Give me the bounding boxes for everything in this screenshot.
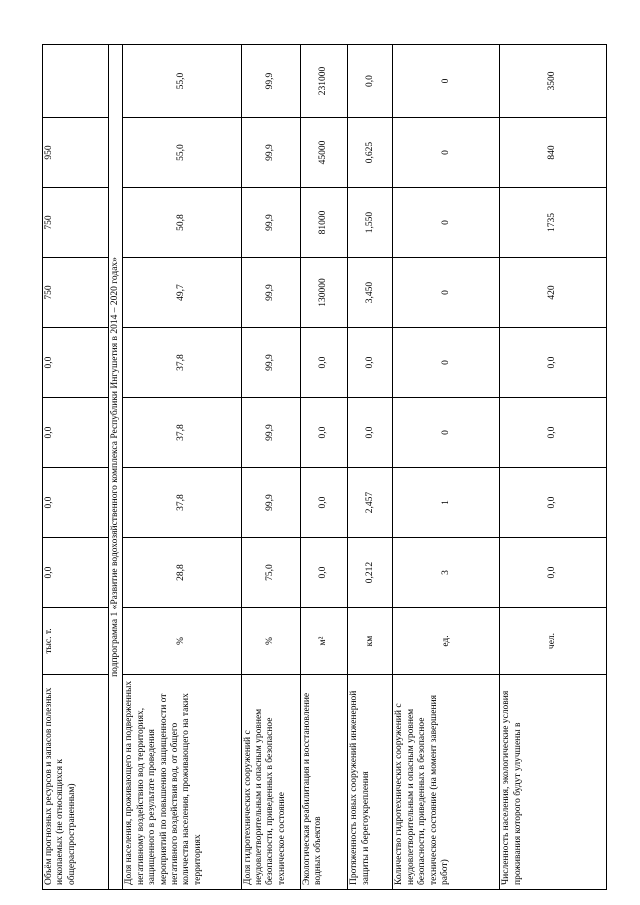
cell-value: 49,7 <box>123 258 241 328</box>
cell-value: 99,9 <box>241 118 301 188</box>
cell-value: 0,0 <box>43 538 109 608</box>
cell-value: 1,550 <box>348 188 393 258</box>
row-name: Доля гидротехнических сооружений с неудовлетворительным и опасным уровнем безопасности, приведенных в безопасное техническое состояние <box>241 675 301 890</box>
table-row-header <box>43 45 109 890</box>
cell-value: 130000 <box>301 258 348 328</box>
cell-value: 55,0 <box>123 118 241 188</box>
rotated-table-wrapper <box>42 45 607 890</box>
cell-value: 0 <box>393 188 500 258</box>
row-name: Количество гидротехнических сооружений с неудовлетворительным и опасным уровнем безопасности, приведенных в безопасное техническое состояние (на момент завершения работ) <box>393 675 500 890</box>
cell-value: 750 <box>43 188 109 258</box>
cell-value: 99,9 <box>241 468 301 538</box>
cell-value: 0,0 <box>43 468 109 538</box>
cell-value: 0,0 <box>301 468 348 538</box>
cell-value: 99,9 <box>241 188 301 258</box>
subprogram-row <box>108 45 123 890</box>
row-name: Объём прогнозных ресурсов и запасов полезных ископаемых (не относящихся к общераспространенным) <box>43 675 109 890</box>
cell-value: 3 <box>393 538 500 608</box>
cell-value: 0,0 <box>500 398 607 468</box>
row-unit: ед. <box>393 608 500 675</box>
cell-value: 75,0 <box>241 538 301 608</box>
table-row <box>348 45 393 890</box>
cell-value: 0 <box>393 328 500 398</box>
cell-value: 1 <box>393 468 500 538</box>
cell-value: 750 <box>43 258 109 328</box>
row-name: Экологическая реабилитация и восстановление водных объектов <box>301 675 348 890</box>
cell-value: 0,0 <box>43 398 109 468</box>
cell-value: 0,625 <box>348 118 393 188</box>
cell-value: 81000 <box>301 188 348 258</box>
cell-value: 37,8 <box>123 398 241 468</box>
cell-value: 0,0 <box>301 398 348 468</box>
row-unit: чел. <box>500 608 607 675</box>
indicators-table <box>42 44 607 890</box>
row-unit: % <box>123 608 241 675</box>
table-row <box>393 45 500 890</box>
cell-value: 0,0 <box>348 45 393 118</box>
cell-value: 950 <box>43 118 109 188</box>
cell-value <box>43 45 109 118</box>
cell-value: 3500 <box>500 45 607 118</box>
row-name: Протяженность новых сооружений инженерной защиты и берегоукрепления <box>348 675 393 890</box>
table-row <box>241 45 301 890</box>
cell-value: 0 <box>393 45 500 118</box>
row-unit: тыс. т. <box>43 608 109 675</box>
table-row <box>123 45 241 890</box>
cell-value: 420 <box>500 258 607 328</box>
cell-value: 99,9 <box>241 45 301 118</box>
cell-value: 0,0 <box>500 538 607 608</box>
cell-value: 3,450 <box>348 258 393 328</box>
cell-value: 0,0 <box>43 328 109 398</box>
subprogram-title: подпрограмма 1 «Развитие водохозяйственного комплекса Республики Ингушетия в 2014 – 2020 годах» <box>108 45 123 890</box>
cell-value: 0 <box>393 398 500 468</box>
row-unit: км <box>348 608 393 675</box>
row-name: Численность населения, экологические условия проживания которого будут улучшены в <box>500 675 607 890</box>
cell-value: 99,9 <box>241 258 301 328</box>
cell-value: 0,0 <box>301 328 348 398</box>
cell-value: 37,8 <box>123 468 241 538</box>
table-row <box>500 45 607 890</box>
cell-value: 1735 <box>500 188 607 258</box>
cell-value: 0,0 <box>500 468 607 538</box>
cell-value: 28,8 <box>123 538 241 608</box>
row-unit: % <box>241 608 301 675</box>
cell-value: 99,9 <box>241 328 301 398</box>
row-unit: м² <box>301 608 348 675</box>
cell-value: 45000 <box>301 118 348 188</box>
cell-value: 55,0 <box>123 45 241 118</box>
cell-value: 0,0 <box>500 328 607 398</box>
cell-value: 99,9 <box>241 398 301 468</box>
cell-value: 50,8 <box>123 188 241 258</box>
cell-value: 231000 <box>301 45 348 118</box>
cell-value: 0 <box>393 258 500 328</box>
table-row <box>301 45 348 890</box>
cell-value: 0,212 <box>348 538 393 608</box>
row-name: Доля населения, проживающего на подверженных негативному воздействию вод территориях, защищенного в результате проведения мероприятий по повышению защищенности от негативного воздействия вод, от общего количества населения, проживающего на таких территориях <box>123 675 241 890</box>
cell-value: 0 <box>393 118 500 188</box>
cell-value: 2,457 <box>348 468 393 538</box>
cell-value: 840 <box>500 118 607 188</box>
cell-value: 0,0 <box>348 398 393 468</box>
cell-value: 0,0 <box>301 538 348 608</box>
cell-value: 37,8 <box>123 328 241 398</box>
cell-value: 0,0 <box>348 328 393 398</box>
